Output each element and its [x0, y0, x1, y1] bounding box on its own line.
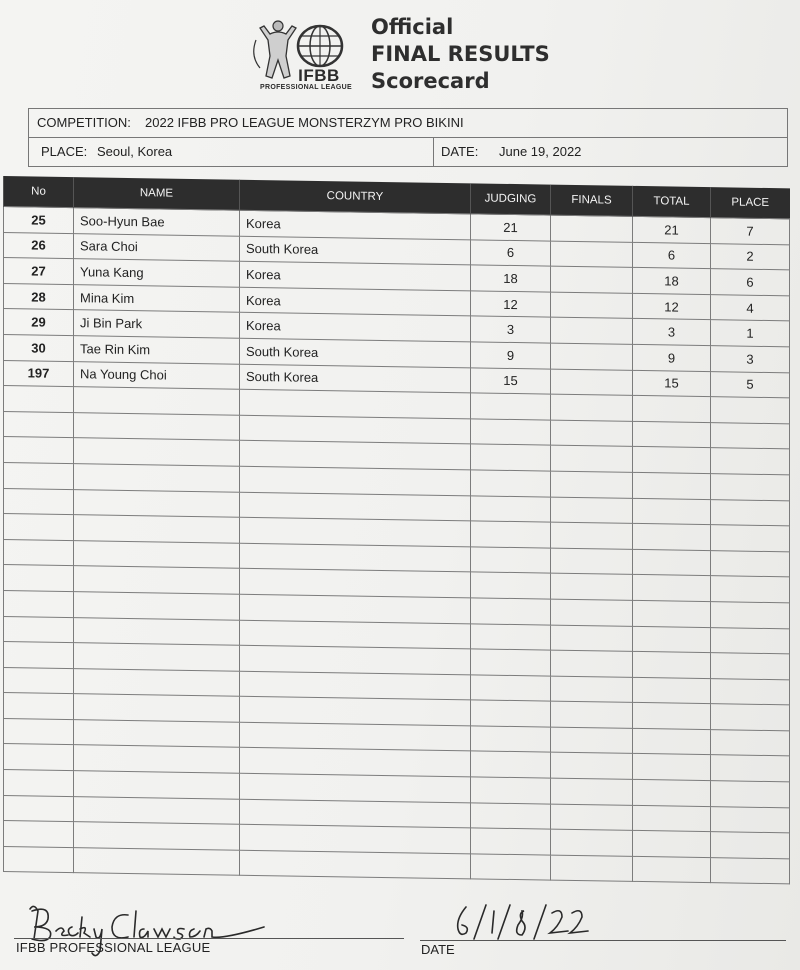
cell-no: 28	[4, 283, 74, 310]
cell-country: South Korea	[240, 236, 471, 265]
empty-cell	[240, 722, 471, 751]
col-header-country: COUNTRY	[240, 180, 471, 214]
cell-no: 197	[4, 360, 74, 387]
empty-cell	[711, 704, 790, 731]
signature-line	[14, 938, 404, 939]
empty-cell	[240, 773, 471, 802]
empty-cell	[240, 850, 471, 879]
empty-cell	[711, 422, 790, 449]
empty-cell	[551, 522, 633, 549]
col-header-total: TOTAL	[633, 186, 711, 218]
empty-cell	[4, 488, 74, 515]
col-header-judging: JUDGING	[471, 183, 551, 215]
cell-name: Na Young Choi	[74, 361, 240, 389]
cell-total: 21	[633, 216, 711, 243]
place-label: PLACE:	[41, 144, 88, 159]
empty-cell	[551, 625, 633, 652]
cell-finals	[551, 343, 633, 370]
empty-cell	[711, 832, 790, 859]
empty-cell	[240, 492, 471, 521]
col-header-no: No	[4, 176, 74, 208]
empty-cell	[240, 569, 471, 598]
empty-cell	[633, 575, 711, 602]
page-title	[371, 14, 550, 95]
empty-cell	[4, 642, 74, 669]
cell-judging: 3	[471, 316, 551, 343]
empty-cell	[240, 594, 471, 623]
empty-cell	[633, 421, 711, 448]
empty-cell	[633, 626, 711, 653]
empty-cell	[74, 464, 240, 492]
empty-cell	[551, 804, 633, 831]
empty-cell	[633, 703, 711, 730]
date-label: DATE:	[441, 144, 479, 159]
info-divider	[433, 138, 434, 166]
logo-ifbb-text: IFBB	[298, 66, 340, 85]
empty-cell	[74, 438, 240, 466]
empty-cell	[633, 831, 711, 858]
empty-cell	[633, 498, 711, 525]
date-line	[420, 940, 786, 941]
cell-judging: 21	[471, 214, 551, 241]
title-line-1: Official	[371, 15, 454, 39]
cell-name: Sara Choi	[74, 233, 240, 261]
empty-cell	[471, 649, 551, 676]
cell-total: 12	[633, 293, 711, 320]
empty-cell	[74, 771, 240, 799]
cell-total: 3	[633, 319, 711, 346]
results-table-wrap	[3, 176, 789, 870]
empty-cell	[551, 599, 633, 626]
empty-cell	[471, 700, 551, 727]
cell-finals	[551, 241, 633, 268]
empty-cell	[711, 755, 790, 782]
cell-finals	[551, 317, 633, 344]
cell-name: Soo-Hyun Bae	[74, 208, 240, 236]
empty-cell	[551, 420, 633, 447]
empty-cell	[74, 592, 240, 620]
empty-cell	[551, 855, 633, 882]
col-header-name: NAME	[74, 177, 240, 210]
empty-cell	[471, 828, 551, 855]
empty-cell	[471, 393, 551, 420]
cell-total: 15	[633, 370, 711, 397]
empty-cell	[471, 470, 551, 497]
empty-cell	[240, 441, 471, 470]
empty-cell	[4, 462, 74, 489]
empty-cell	[551, 753, 633, 780]
footer-date-label: DATE	[421, 942, 455, 957]
cell-name: Tae Rin Kim	[74, 336, 240, 364]
logo-league-text: PROFESSIONAL LEAGUE	[260, 84, 352, 91]
empty-cell	[4, 821, 74, 848]
empty-cell	[633, 754, 711, 781]
cell-finals	[551, 266, 633, 293]
empty-cell	[74, 515, 240, 543]
empty-cell	[240, 799, 471, 828]
empty-cell	[551, 701, 633, 728]
empty-cell	[4, 590, 74, 617]
empty-cell	[240, 620, 471, 649]
cell-place: 4	[711, 294, 790, 321]
empty-cell	[471, 444, 551, 471]
cell-place: 7	[711, 218, 790, 245]
empty-cell	[240, 389, 471, 418]
empty-cell	[471, 547, 551, 574]
cell-name: Yuna Kang	[74, 259, 240, 287]
empty-cell	[551, 548, 633, 575]
competition-info-box	[28, 108, 788, 167]
empty-cell	[711, 525, 790, 552]
empty-cell	[240, 696, 471, 725]
empty-cell	[4, 539, 74, 566]
empty-cell	[240, 748, 471, 777]
empty-cell	[711, 729, 790, 756]
place-value: Seoul, Korea	[97, 144, 173, 159]
empty-cell	[633, 396, 711, 423]
empty-cell	[471, 803, 551, 830]
cell-place: 5	[711, 371, 790, 398]
empty-cell	[4, 386, 74, 413]
cell-no: 27	[4, 258, 74, 285]
empty-cell	[633, 549, 711, 576]
empty-cell	[711, 499, 790, 526]
empty-cell	[633, 856, 711, 883]
cell-no: 25	[4, 207, 74, 234]
cell-total: 18	[633, 268, 711, 295]
empty-cell	[471, 495, 551, 522]
cell-judging: 18	[471, 265, 551, 292]
empty-cell	[711, 602, 790, 629]
empty-cell	[471, 598, 551, 625]
cell-finals	[551, 215, 633, 242]
logo-text	[248, 66, 360, 91]
empty-cell	[4, 846, 74, 873]
cell-name: Ji Bin Park	[74, 310, 240, 338]
empty-cell	[471, 854, 551, 881]
place-date-row	[29, 138, 787, 166]
empty-cell	[74, 643, 240, 671]
empty-cell	[633, 447, 711, 474]
empty-cell	[74, 745, 240, 773]
empty-cell	[633, 651, 711, 678]
empty-cell	[711, 653, 790, 680]
empty-cell	[74, 617, 240, 645]
empty-cell	[633, 472, 711, 499]
cell-place: 2	[711, 243, 790, 270]
signature-label: IFBB PROFESSIONAL LEAGUE	[16, 940, 211, 955]
cell-no: 30	[4, 334, 74, 361]
cell-name: Mina Kim	[74, 284, 240, 312]
empty-cell	[240, 466, 471, 495]
empty-cell	[74, 489, 240, 517]
empty-cell	[711, 474, 790, 501]
empty-cell	[74, 796, 240, 824]
empty-cell	[551, 445, 633, 472]
cell-country: South Korea	[240, 338, 471, 367]
cell-country: Korea	[240, 261, 471, 290]
empty-cell	[240, 517, 471, 546]
cell-place: 3	[711, 346, 790, 373]
empty-cell	[240, 645, 471, 674]
empty-cell	[471, 675, 551, 702]
cell-finals	[551, 369, 633, 396]
competition-row	[29, 109, 787, 138]
empty-cell	[4, 795, 74, 822]
cell-judging: 12	[471, 291, 551, 318]
empty-cell	[633, 524, 711, 551]
empty-cell	[711, 678, 790, 705]
empty-cell	[4, 667, 74, 694]
empty-cell	[471, 521, 551, 548]
cell-no: 29	[4, 309, 74, 336]
empty-cell	[240, 415, 471, 444]
cell-finals	[551, 292, 633, 319]
empty-cell	[4, 437, 74, 464]
empty-cell	[711, 781, 790, 808]
empty-cell	[471, 419, 551, 446]
empty-cell	[74, 387, 240, 415]
empty-cell	[711, 550, 790, 577]
empty-cell	[551, 778, 633, 805]
cell-no: 26	[4, 232, 74, 259]
empty-cell	[471, 777, 551, 804]
empty-cell	[633, 805, 711, 832]
results-table-body	[4, 207, 790, 885]
cell-country: Korea	[240, 287, 471, 316]
cell-country: South Korea	[240, 364, 471, 393]
col-header-place: PLACE	[711, 187, 790, 219]
empty-cell	[74, 668, 240, 696]
empty-cell	[4, 411, 74, 438]
cell-total: 6	[633, 242, 711, 269]
cell-country: Korea	[240, 210, 471, 239]
empty-cell	[711, 576, 790, 603]
empty-cell	[551, 829, 633, 856]
cell-judging: 9	[471, 342, 551, 369]
empty-cell	[240, 543, 471, 572]
empty-cell	[4, 565, 74, 592]
empty-cell	[471, 623, 551, 650]
empty-cell	[4, 744, 74, 771]
empty-cell	[74, 566, 240, 594]
empty-cell	[711, 397, 790, 424]
empty-cell	[551, 394, 633, 421]
cell-place: 6	[711, 269, 790, 296]
empty-cell	[74, 847, 240, 875]
empty-cell	[633, 600, 711, 627]
cell-country: Korea	[240, 313, 471, 342]
empty-cell	[711, 806, 790, 833]
empty-cell	[551, 676, 633, 703]
empty-cell	[551, 497, 633, 524]
empty-cell	[74, 719, 240, 747]
empty-cell	[633, 728, 711, 755]
title-line-2: FINAL RESULTS	[371, 42, 550, 66]
handwritten-date-icon	[452, 903, 592, 943]
empty-cell	[471, 572, 551, 599]
empty-cell	[471, 726, 551, 753]
title-line-3: Scorecard	[371, 69, 490, 93]
empty-cell	[240, 671, 471, 700]
empty-cell	[4, 514, 74, 541]
date-value: June 19, 2022	[499, 144, 582, 159]
cell-judging: 6	[471, 239, 551, 266]
empty-cell	[4, 693, 74, 720]
empty-cell	[74, 694, 240, 722]
empty-cell	[240, 824, 471, 853]
competition-label: COMPETITION:	[37, 115, 131, 130]
empty-cell	[711, 627, 790, 654]
empty-cell	[4, 718, 74, 745]
empty-cell	[551, 573, 633, 600]
cell-total: 9	[633, 344, 711, 371]
competition-value: 2022 IFBB PRO LEAGUE MONSTERZYM PRO BIKINI	[145, 115, 464, 130]
empty-cell	[551, 650, 633, 677]
empty-cell	[74, 412, 240, 440]
empty-cell	[74, 540, 240, 568]
empty-cell	[551, 471, 633, 498]
empty-cell	[711, 448, 790, 475]
col-header-finals: FINALS	[551, 185, 633, 217]
cell-judging: 15	[471, 367, 551, 394]
empty-cell	[471, 751, 551, 778]
empty-cell	[551, 727, 633, 754]
results-table	[3, 176, 790, 885]
empty-cell	[4, 616, 74, 643]
empty-cell	[633, 779, 711, 806]
cell-place: 1	[711, 320, 790, 347]
empty-cell	[4, 770, 74, 797]
empty-cell	[74, 822, 240, 850]
empty-cell	[633, 677, 711, 704]
empty-cell	[711, 857, 790, 884]
